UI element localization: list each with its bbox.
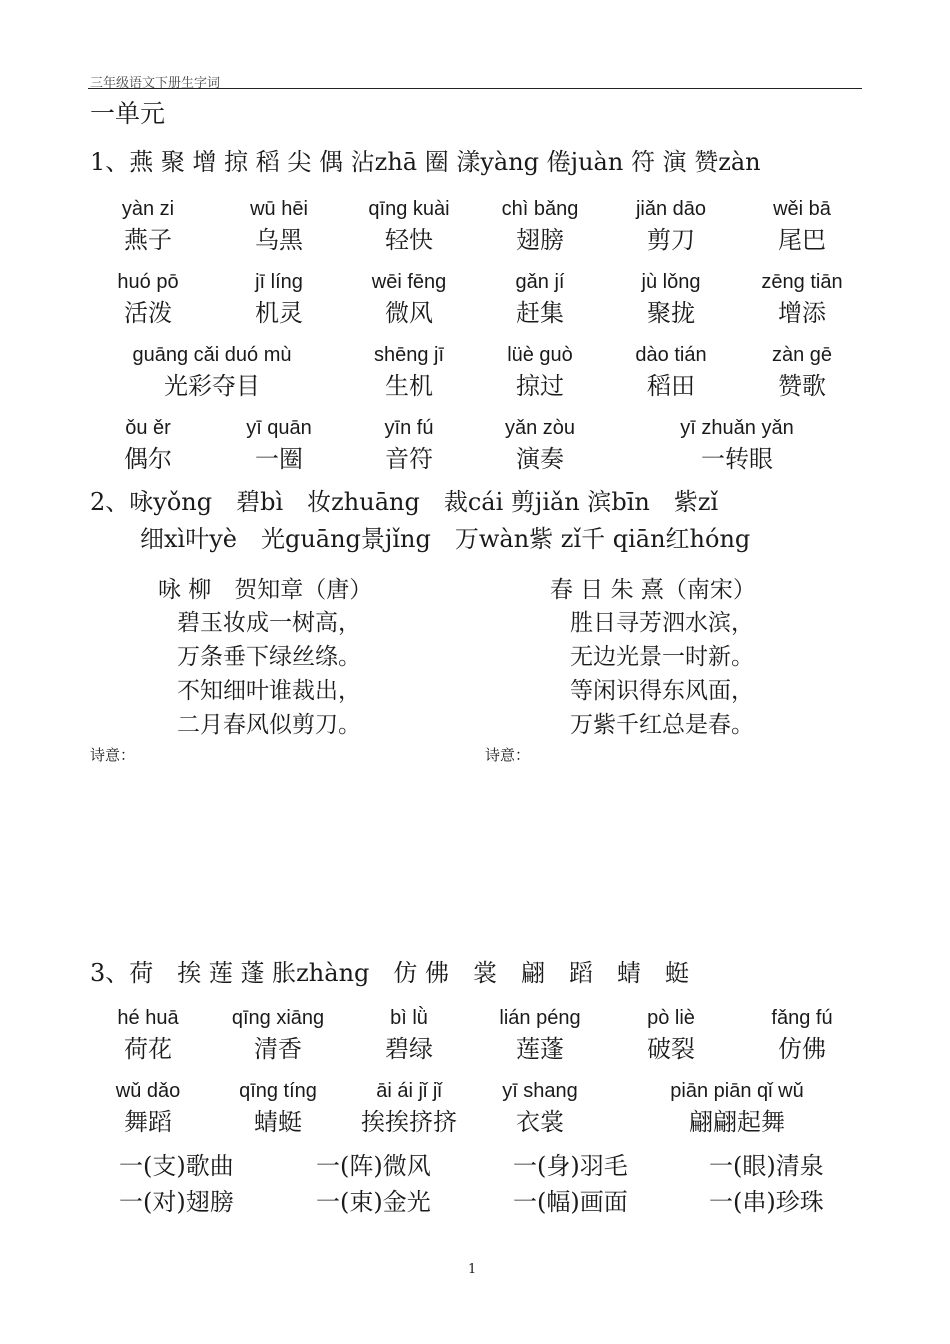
- word-cell: guāng cǎi duó mù 光彩夺目: [132, 344, 292, 400]
- word-cell: jù lǒng 聚拢: [641, 271, 701, 327]
- word-cell: qīng kuài 轻快: [368, 198, 450, 254]
- poem-2-line: 无边光景一时新。: [570, 644, 754, 670]
- page-number: 1: [468, 1262, 477, 1277]
- word-cell: zēng tiān 增添: [761, 271, 843, 327]
- word-cell: yàn zi 燕子: [121, 198, 175, 254]
- word-cell: qīng xiāng 清香: [231, 1007, 325, 1063]
- poem-2-note-label: 诗意：: [485, 746, 531, 764]
- measure-word: 一(支)歌曲: [119, 1152, 234, 1180]
- measure-word: 一(阵)微风: [316, 1152, 431, 1180]
- poem-1-note-label: 诗意：: [90, 746, 136, 764]
- poem-2-line: 胜日寻芳泗水滨，: [570, 610, 754, 636]
- word-cell: qīng tíng 蜻蜓: [239, 1080, 317, 1136]
- word-cell: yī shang 衣裳: [502, 1080, 578, 1136]
- word-cell: zàn gē 赞歌: [771, 344, 833, 400]
- word-cell: huó pō 活泼: [117, 271, 179, 327]
- poem-2-line: 等闲识得东风面，: [570, 678, 754, 704]
- word-cell: yī quān 一圈: [246, 417, 312, 473]
- word-cell: yī zhuǎn yǎn 一转眼: [680, 417, 794, 473]
- word-cell: piān piān qǐ wǔ 翩翩起舞: [670, 1080, 804, 1136]
- word-cell: yīn fú 音符: [384, 417, 434, 473]
- section1-char-line: 1、燕 聚 增 掠 稻 尖 偶 沾zhā 圈 漾yàng 倦juàn 符 演 赞zàn: [90, 148, 761, 176]
- word-cell: wēi fēng 微风: [371, 271, 447, 327]
- poem-2-title: 春 日 朱 熹（南宋）: [550, 577, 756, 603]
- unit-title: 一单元: [90, 99, 166, 128]
- measure-word: 一(幅)画面: [513, 1188, 628, 1216]
- poem-1-title: 咏 柳 贺知章（唐）: [158, 577, 373, 603]
- header-title: 三年级语文下册生字词: [90, 76, 221, 91]
- measure-word: 一(束)金光: [316, 1188, 431, 1216]
- poem-1-line: 二月春风似剪刀。: [177, 712, 361, 738]
- word-cell: ǒu ěr 偶尔: [124, 417, 172, 473]
- section2-line2: 细xì叶yè 光guāng景jǐng 万wàn紫 zǐ千 qiān红hóng: [140, 525, 751, 553]
- measure-word: 一(眼)清泉: [709, 1152, 824, 1180]
- word-cell: lián péng 莲蓬: [499, 1007, 581, 1063]
- section3-char-line: 3、荷 挨 莲 蓬 胀zhàng 仿 佛 裳 翩 蹈 蜻 蜓: [90, 959, 690, 987]
- poem-2-line: 万紫千红总是春。: [570, 712, 754, 738]
- poem-1-line: 不知细叶谁裁出，: [177, 678, 361, 704]
- word-cell: chì bǎng 翅膀: [501, 198, 579, 254]
- word-cell: fǎng fú 仿佛: [771, 1007, 833, 1063]
- word-cell: āi ái jǐ jǐ 挨挨挤挤: [361, 1080, 457, 1136]
- measure-word: 一(身)羽毛: [513, 1152, 628, 1180]
- section2-line1: 2、咏yǒng 碧bì 妆zhuāng 裁cái 剪jiǎn 滨bīn 紫zǐ: [90, 488, 719, 516]
- word-cell: jī líng 机灵: [255, 271, 303, 327]
- word-cell: lüè guò 掠过: [507, 344, 573, 400]
- word-cell: dào tián 稻田: [635, 344, 707, 400]
- word-cell: gǎn jí 赶集: [515, 271, 565, 327]
- word-cell: jiǎn dāo 剪刀: [635, 198, 707, 254]
- header-rule: [88, 88, 862, 89]
- measure-word: 一(串)珍珠: [709, 1188, 824, 1216]
- word-cell: bì lǜ 碧绿: [385, 1007, 433, 1063]
- word-cell: wǔ dǎo 舞蹈: [115, 1080, 181, 1136]
- poem-1-line: 万条垂下绿丝绦。: [177, 644, 361, 670]
- word-cell: pò liè 破裂: [647, 1007, 695, 1063]
- word-cell: shēng jī 生机: [373, 344, 445, 400]
- word-cell: hé huā 荷花: [117, 1007, 179, 1063]
- poem-1-line: 碧玉妆成一树高，: [177, 610, 361, 636]
- measure-word: 一(对)翅膀: [119, 1188, 234, 1216]
- word-cell: wěi bā 尾巴: [773, 198, 831, 254]
- word-cell: yǎn zòu 演奏: [504, 417, 576, 473]
- word-cell: wū hēi 乌黑: [250, 198, 308, 254]
